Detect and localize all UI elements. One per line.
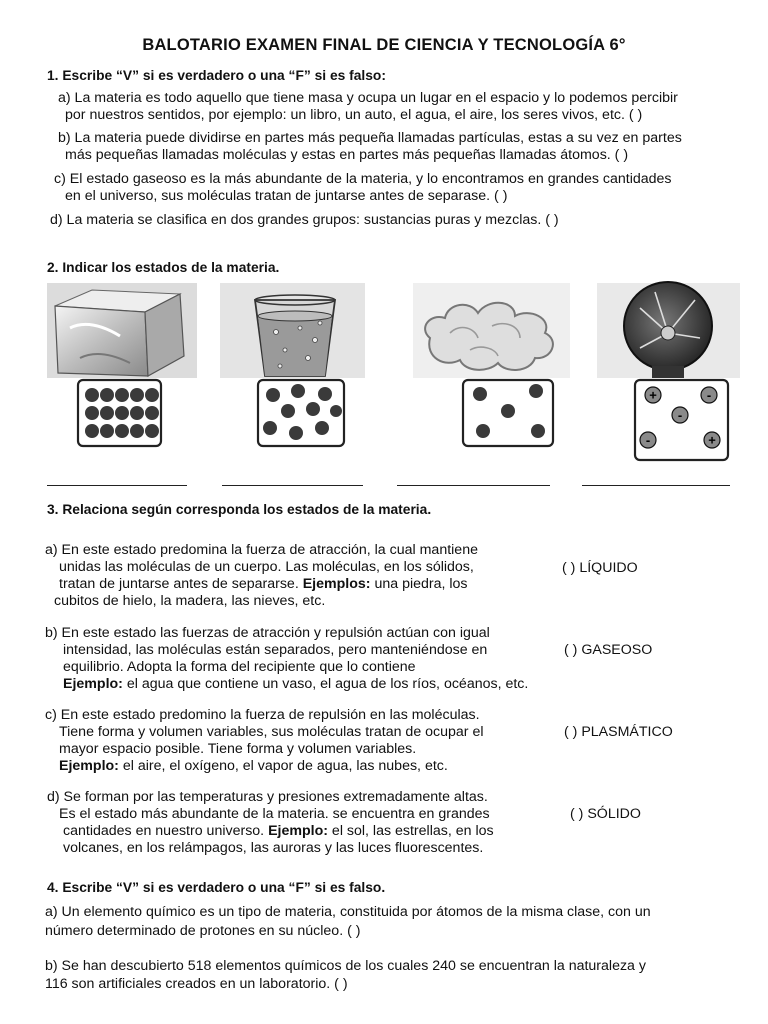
q1-item-b-line1: b) La materia puede dividirse en partes más pequeña llamadas partículas, estas a su vez en partes — [58, 130, 682, 146]
q3-item-c-line3: mayor espacio posible. Tiene forma y volumen variables. — [59, 741, 417, 757]
answer-blank-plasma[interactable] — [582, 485, 730, 486]
q4-item-a-line1: a) Un elemento químico es un tipo de materia, constituida por átomos de la misma clase, con un — [45, 904, 651, 920]
q3-item-a-line2: unidas las moléculas de un cuerpo. Las moléculas, en los sólidos, — [59, 559, 474, 575]
q4-item-a-line2: número determinado de protones en su núcleo. ( ) — [45, 923, 361, 939]
q1-item-a-line1: a) La materia es todo aquello que tiene masa y ocupa un lugar en el espacio y lo podemos percibir — [58, 90, 678, 106]
question-3-heading: 3. Relaciona según corresponda los estados de la materia. — [47, 502, 432, 517]
q3-item-a-line4: cubitos de hielo, la madera, las nieves, etc. — [54, 593, 326, 609]
answer-blank-solid[interactable] — [47, 485, 187, 486]
gas-cloud-image — [413, 283, 570, 378]
q4-item-b-line1: b) Se han descubierto 518 elementos químicos de los cuales 240 se encuentran la naturaleza y — [45, 958, 646, 974]
plasma-charge-sign: - — [645, 432, 651, 448]
q3-item-d-line1: d) Se forman por las temperaturas y presiones extremadamente altas. — [47, 789, 488, 805]
q3-item-a-line1: a) En este estado predomina la fuerza de atracción, la cual mantiene — [45, 542, 478, 558]
q1-item-c-line1: c) El estado gaseoso es la más abundante de la materia, y lo encontramos en grandes cantidades — [54, 171, 672, 187]
answer-blank-liquid[interactable] — [222, 485, 363, 486]
glass-of-water-image — [220, 283, 365, 378]
q3-item-b-line4: Ejemplo: el agua que contiene un vaso, el agua de los ríos, océanos, etc. — [63, 676, 529, 692]
page-title: BALOTARIO EXAMEN FINAL DE CIENCIA Y TECNOLOGÍA 6° — [142, 36, 626, 54]
q3-item-c-line4: Ejemplo: el aire, el oxígeno, el vapor de agua, las nubes, etc. — [59, 758, 448, 774]
question-2-heading: 2. Indicar los estados de la materia. — [47, 260, 280, 275]
q1-item-c-line2: en el universo, sus moléculas tratan de juntarse antes de separase. ( ) — [65, 188, 508, 204]
q3-item-d-line2: Es el estado más abundante de la materia. se encuentra en grandes — [59, 806, 490, 822]
q3-item-d-line3: cantidades en nuestro universo. Ejemplo: el sol, las estrellas, en los — [63, 823, 494, 839]
plasma-charge-sign: + — [649, 387, 657, 403]
answer-blank-gas[interactable] — [397, 485, 550, 486]
q4-item-b-line2: 116 son artificiales creados en un laboratorio. ( ) — [45, 976, 348, 992]
q3-answer-liquido[interactable]: ( ) LÍQUIDO — [562, 560, 638, 576]
states-of-matter-illustrations — [0, 278, 768, 474]
q3-item-c-line1: c) En este estado predomino la fuerza de repulsión en las moléculas. — [45, 707, 480, 723]
q3-item-b-line1: b) En este estado las fuerzas de atracción y repulsión actúan con igual — [45, 625, 490, 641]
plasma-charge-sign: - — [677, 407, 683, 423]
q1-item-d: d) La materia se clasifica en dos grandes grupos: sustancias puras y mezclas. ( ) — [50, 212, 559, 228]
solid-particles-diagram — [78, 380, 161, 446]
q3-item-b-line2: intensidad, las moléculas están separados, pero manteniéndose en — [63, 642, 488, 658]
q3-answer-plasmatico[interactable]: ( ) PLASMÁTICO — [564, 724, 673, 740]
question-4-heading: 4. Escribe “V” si es verdadero o una “F” si es falso. — [47, 880, 386, 895]
q3-item-d-line4: volcanes, en los relámpagos, las auroras y las luces fluorescentes. — [63, 840, 484, 856]
q3-item-a-line3: tratan de juntarse antes de separarse. Ejemplos: una piedra, los — [59, 576, 468, 592]
liquid-particles-diagram — [258, 380, 344, 446]
q3-item-b-line3: equilibrio. Adopta la forma del recipiente que lo contiene — [63, 659, 416, 675]
plasma-particles-diagram — [635, 380, 728, 460]
q3-answer-gaseoso[interactable]: ( ) GASEOSO — [564, 642, 653, 658]
q1-item-a-line2: por nuestros sentidos, por ejemplo: un libro, un auto, el agua, el aire, los seres vivos, etc. ( ) — [65, 107, 643, 123]
q1-item-b-line2: más pequeñas llamadas moléculas y estas en partes más pequeñas llamadas átomos. ( ) — [65, 147, 629, 163]
question-1-heading: 1. Escribe “V” si es verdadero o una “F” si es falso: — [47, 68, 386, 83]
plasma-globe-image — [597, 282, 740, 378]
plasma-charge-sign: - — [706, 387, 712, 403]
q3-answer-solido[interactable]: ( ) SÓLIDO — [570, 806, 641, 822]
plasma-charge-sign: + — [708, 432, 716, 448]
gas-particles-diagram — [463, 380, 553, 446]
q3-item-c-line2: Tiene forma y volumen variables, sus moléculas tratan de ocupar el — [59, 724, 484, 740]
ice-cube-image — [47, 283, 197, 378]
